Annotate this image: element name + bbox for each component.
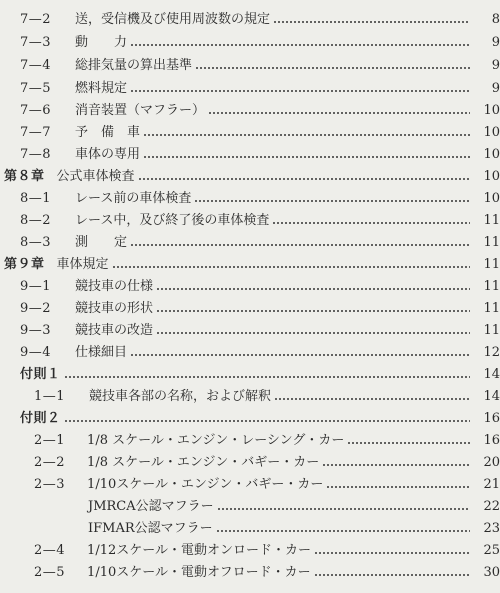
entry-number: 7—2: [20, 11, 52, 27]
toc-entry-1-1: [0, 385, 500, 407]
entry-title: 競技車の形状: [75, 300, 154, 316]
entry-page: 11: [483, 256, 500, 272]
appendix-number: 付則１: [20, 366, 61, 382]
entry-page: 21: [483, 476, 500, 492]
dot-leader: [130, 244, 470, 246]
toc-entry-7-2: [0, 8, 500, 30]
dot-leader: [64, 376, 470, 378]
entry-page: 14: [483, 388, 500, 404]
dot-leader: [64, 420, 470, 422]
page-bottom-fade: [0, 579, 500, 593]
entry-number: 8—1: [20, 190, 52, 206]
entry-title: 燃料規定: [75, 80, 128, 96]
entry-number: 2—2: [34, 454, 66, 470]
entry-page: 20: [483, 454, 500, 470]
dot-leader: [138, 178, 470, 180]
toc-entry-8-1: [0, 187, 500, 209]
dot-leader: [208, 112, 470, 114]
entry-title: 消音装置（マフラー）: [75, 102, 206, 118]
entry-number: 7—4: [20, 57, 52, 73]
entry-page: 30: [483, 564, 500, 580]
entry-page: 22: [483, 498, 500, 514]
toc-entry-7-3: [0, 31, 500, 53]
entry-page: 11: [483, 300, 500, 316]
dot-leader: [130, 90, 470, 92]
entry-number: 2—3: [34, 476, 66, 492]
toc-entry-7-5: [0, 77, 500, 99]
toc-entry-jmrca-muffler: [0, 495, 500, 517]
entry-page: 12: [483, 344, 500, 360]
entry-number: 8—2: [20, 212, 52, 228]
entry-page: 9: [491, 57, 500, 73]
entry-number: 1—1: [34, 388, 66, 404]
dot-leader: [326, 486, 470, 488]
entry-page: 9: [491, 80, 500, 96]
appendix-number: 付則２: [20, 410, 61, 426]
dot-leader: [322, 464, 470, 466]
toc-entry-7-4: [0, 54, 500, 76]
entry-number: 7—7: [20, 124, 52, 140]
entry-title: JMRCA公認マフラー: [88, 498, 214, 514]
toc-entry-ifmar-muffler: [0, 517, 500, 539]
entry-number: 7—6: [20, 102, 52, 118]
entry-title: レース中，及び終了後の車体検査: [75, 212, 270, 228]
entry-page: 11: [483, 278, 500, 294]
dot-leader: [156, 288, 470, 290]
entry-page: 10: [483, 168, 500, 184]
toc-entry-7-7: [0, 121, 500, 143]
dot-leader: [195, 67, 470, 69]
entry-page: 16: [483, 410, 500, 426]
entry-title: 1/12スケール・電動オンロード・カー: [87, 542, 311, 558]
entry-number: 9—2: [20, 300, 52, 316]
dot-leader: [216, 530, 470, 532]
toc-entry-9-2: [0, 297, 500, 319]
entry-title: 競技車の仕様: [75, 278, 154, 294]
entry-title: 1/10スケール・エンジン・バギー・カー: [87, 476, 324, 492]
dot-leader: [217, 508, 470, 510]
toc-entry-2-2: [0, 451, 500, 473]
dot-leader: [314, 574, 470, 576]
entry-title: 競技車各部の名称，および解釈: [89, 388, 272, 404]
entry-title: 動 力: [75, 34, 128, 50]
entry-number: 9—1: [20, 278, 52, 294]
entry-page: 10: [483, 146, 500, 162]
toc-chapter-8: [0, 165, 500, 187]
dot-leader: [156, 332, 470, 334]
entry-title: 1/8 スケール・エンジン・バギー・カー: [87, 454, 320, 470]
entry-page: 25: [483, 542, 500, 558]
dot-leader: [194, 200, 470, 202]
chapter-number: 第９章: [4, 256, 45, 272]
toc-chapter-9: [0, 253, 500, 275]
entry-number: 9—4: [20, 344, 52, 360]
entry-title: IFMAR公認マフラー: [88, 520, 213, 536]
chapter-number: 第８章: [4, 168, 45, 184]
toc-appendix-2: [0, 407, 500, 429]
toc-entry-9-4: [0, 341, 500, 363]
entry-page: 23: [483, 520, 500, 536]
entry-number: 9—3: [20, 322, 52, 338]
toc-entry-9-3: [0, 319, 500, 341]
dot-leader: [347, 442, 470, 444]
entry-title: 1/8 スケール・エンジン・レーシング・カー: [87, 432, 345, 448]
entry-number: 2—4: [34, 542, 66, 558]
entry-page: 10: [483, 102, 500, 118]
toc-entry-2-1: [0, 429, 500, 451]
entry-page: 10: [483, 190, 500, 206]
entry-number: 7—3: [20, 34, 52, 50]
dot-leader: [143, 134, 470, 136]
dot-leader: [314, 552, 470, 554]
dot-leader: [156, 310, 470, 312]
entry-page: 11: [483, 322, 500, 338]
entry-page: 16: [483, 432, 500, 448]
entry-number: 7—8: [20, 146, 52, 162]
entry-page: 11: [483, 212, 500, 228]
entry-number: 2—1: [34, 432, 66, 448]
entry-title: 仕様細目: [75, 344, 128, 360]
entry-title: 車体の専用: [75, 146, 141, 162]
entry-title: レース前の車体検査: [75, 190, 192, 206]
dot-leader: [274, 398, 470, 400]
toc-entry-9-1: [0, 275, 500, 297]
chapter-title: 公式車体検査: [56, 168, 135, 184]
entry-page: 14: [483, 366, 500, 382]
dot-leader: [273, 21, 470, 23]
dot-leader: [130, 354, 470, 356]
entry-title: 総排気量の算出基準: [75, 57, 193, 73]
entry-page: 11: [483, 234, 500, 250]
entry-page: 9: [491, 34, 500, 50]
dot-leader: [130, 44, 470, 46]
entry-title: 送，受信機及び使用周波数の規定: [75, 11, 271, 27]
entry-title: 競技車の改造: [75, 322, 154, 338]
entry-title: 1/10スケール・電動オフロード・カー: [87, 564, 311, 580]
entry-title: 測 定: [75, 234, 128, 250]
toc-entry-2-4: [0, 539, 500, 561]
dot-leader: [112, 266, 470, 268]
toc-entry-8-2: [0, 209, 500, 231]
entry-number: 7—5: [20, 80, 52, 96]
dot-leader: [272, 222, 470, 224]
entry-number: 2—5: [34, 564, 66, 580]
dot-leader: [143, 156, 470, 158]
entry-title: 予 備 車: [75, 124, 141, 140]
chapter-title: 車体規定: [56, 256, 109, 272]
entry-number: 8—3: [20, 234, 52, 250]
toc-entry-2-3: [0, 473, 500, 495]
entry-page: 10: [483, 124, 500, 140]
toc-appendix-1: [0, 363, 500, 385]
toc-entry-7-8: [0, 143, 500, 165]
toc-entry-8-3: [0, 231, 500, 253]
entry-page: 8: [491, 11, 500, 27]
toc-entry-7-6: [0, 99, 500, 121]
